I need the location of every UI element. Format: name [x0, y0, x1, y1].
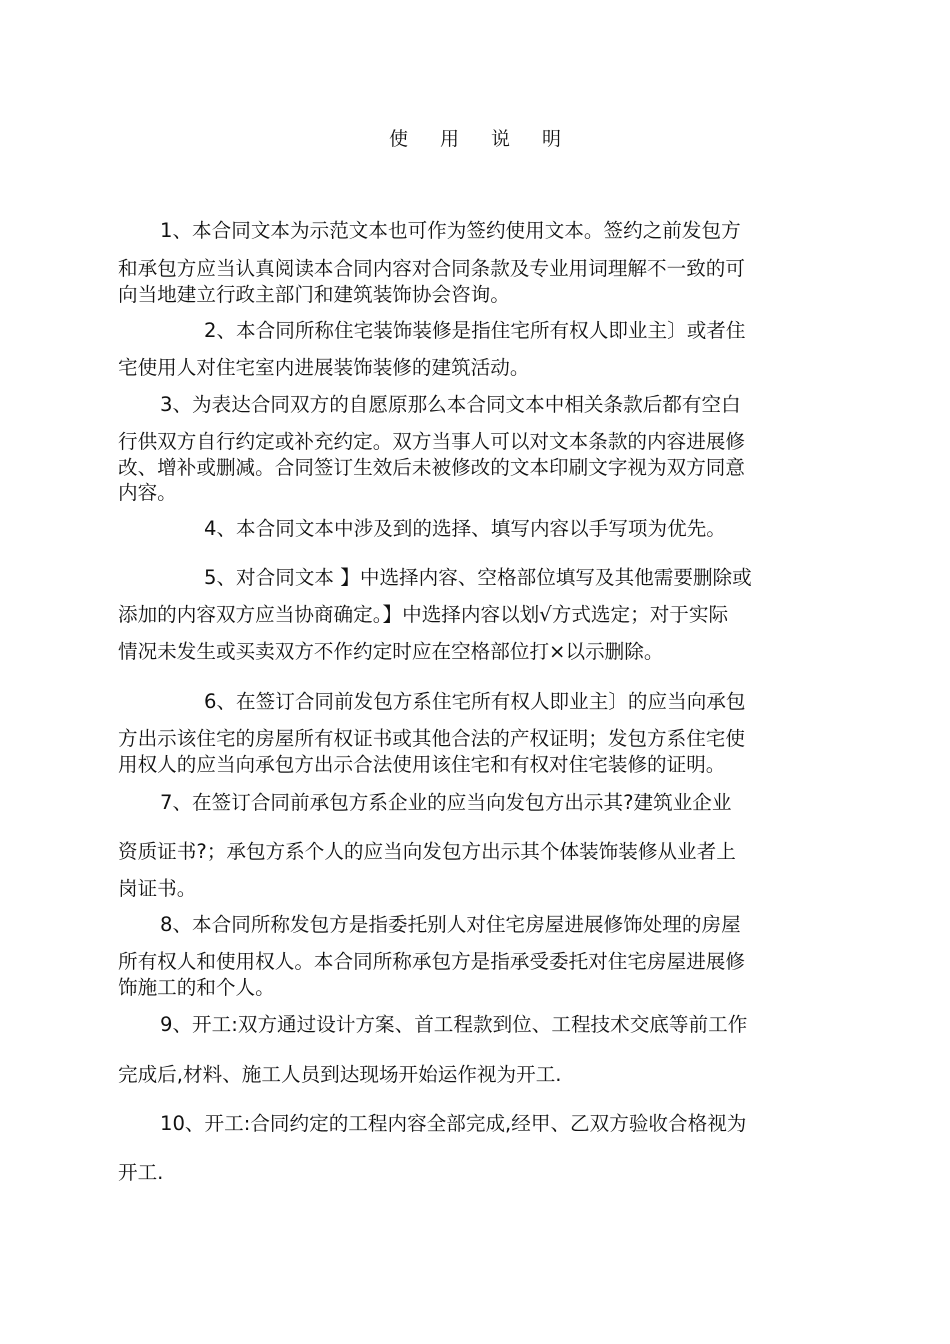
- clause-1-line-2: 和承包方应当认真阅读本合同内容对合同条款及专业用词理解不一致的可: [118, 257, 745, 280]
- clause-5-line-2: 添加的内容双方应当协商确定。】中选择内容以划√方式选定；对于实际: [118, 603, 729, 626]
- clause-2-line-2: 宅使用人对住宅室内进展装饰装修的建筑活动。: [118, 356, 530, 379]
- clause-8-line-2: 所有权人和使用权人。本合同所称承包方是指承受委托对住宅房屋进展修: [118, 950, 745, 973]
- clause-8-line-3: 饰施工的和个人。: [118, 976, 275, 999]
- clause-1-line-3: 向当地建立行政主部门和建筑装饰协会咨询。: [118, 283, 510, 306]
- clause-5-line-3: 情况未发生或买卖双方不作约定时应在空格部位打×以示删除。: [118, 640, 664, 663]
- clause-6-line-2: 方出示该住宅的房屋所有权证书或其他合法的产权证明；发包方系住宅使: [118, 727, 745, 750]
- clause-3-line-4: 内容。: [118, 481, 177, 504]
- clause-4-line-1: 4、本合同文本中涉及到的选择、填写内容以手写项为优先。: [204, 517, 726, 540]
- clause-9-line-2: 完成后,材料、施工人员到达现场开始运作视为开工.: [118, 1063, 562, 1086]
- clause-5-line-1: 5、对合同文本 】中选择内容、空格部位填写及其他需要删除或: [204, 566, 752, 589]
- clause-3-line-3: 改、增补或删减。合同签订生效后未被修改的文本印刷文字视为双方同意: [118, 456, 745, 479]
- page-title: 使 用 说 明: [388, 128, 575, 150]
- clause-6-line-3: 用权人的应当向承包方出示合法使用该住宅和有权对住宅装修的证明。: [118, 753, 726, 776]
- clause-3-line-2: 行供双方自行约定或补充约定。双方当事人可以对文本条款的内容进展修: [118, 430, 745, 453]
- clause-6-line-1: 6、在签订合同前发包方系住宅所有权人即业主〕的应当向承包: [204, 690, 746, 713]
- clause-7-line-1: 7、在签订合同前承包方系企业的应当向发包方出示其?建筑业企业: [160, 791, 732, 814]
- clause-8-line-1: 8、本合同所称发包方是指委托别人对住宅房屋进展修饰处理的房屋: [160, 913, 741, 936]
- clause-3-line-1: 3、为表达合同双方的自愿原那么本合同文本中相关条款后都有空白: [160, 393, 741, 416]
- clause-7-line-3: 岗证书。: [118, 877, 197, 900]
- clause-9-line-1: 9、开工:双方通过设计方案、首工程款到位、工程技术交底等前工作: [160, 1013, 748, 1036]
- clause-1-line-1: 1、本合同文本为示范文本也可作为签约使用文本。签约之前发包方: [160, 219, 741, 242]
- clause-10-line-1: 10、开工:合同约定的工程内容全部完成,经甲、乙双方验收合格视为: [160, 1112, 747, 1135]
- clause-2-line-1: 2、本合同所称住宅装饰装修是指住宅所有权人即业主〕或者住: [204, 319, 746, 342]
- clause-10-line-2: 开工.: [118, 1161, 164, 1184]
- clause-7-line-2: 资质证书?；承包方系个人的应当向发包方出示其个体装饰装修从业者上: [118, 840, 736, 863]
